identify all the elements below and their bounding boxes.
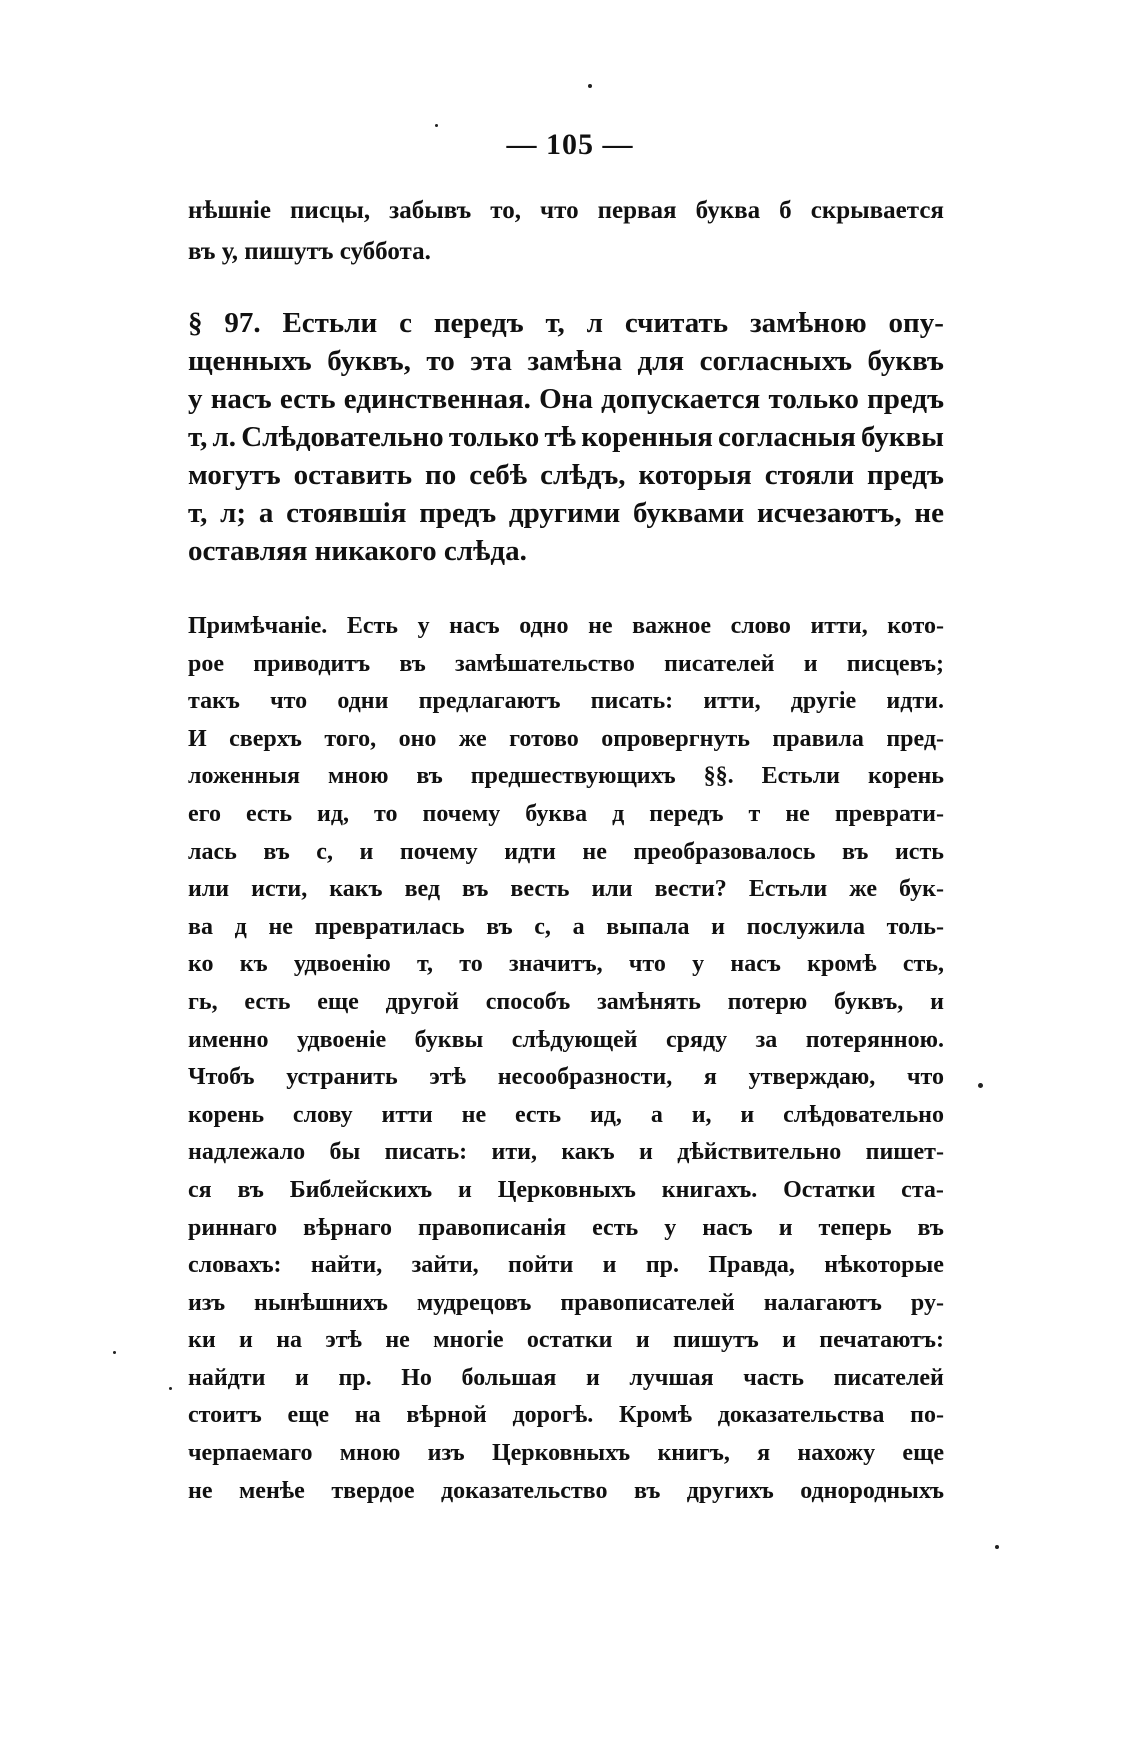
- intro-paragraph: [188, 190, 944, 272]
- text-line: словахъ: найти, зайти, пойти и пр. Правда, нѣкоторые: [188, 1252, 944, 1279]
- text-line: т, л. Слѣдовательно только тѣ коренныя согласныя буквы: [188, 421, 944, 453]
- text-line: Примѣчаніе. Есть у насъ одно не важное слово итти, кото-: [188, 613, 944, 639]
- text-line: черпаемаго мною изъ Церковныхъ книгъ, я нахожу еще: [188, 1440, 944, 1467]
- text-line: Чтобъ устранить этѣ несообразности, я утверждаю, что: [188, 1064, 944, 1091]
- text-line: ки и на этѣ не многіе остатки и пишутъ и печатаютъ:: [188, 1327, 944, 1354]
- scan-speck: [978, 1083, 983, 1088]
- text-line: изъ нынѣшнихъ мудрецовъ правописателей налагаютъ ру-: [188, 1289, 944, 1316]
- text-line: въ у, пишутъ суббота.: [188, 238, 431, 265]
- text-line: рое приводитъ въ замѣшательство писателей и писцевъ;: [188, 650, 944, 677]
- note-paragraph: [188, 608, 944, 1510]
- text-line: И сверхъ того, оно же готово опровергнуть правила пред-: [188, 725, 944, 752]
- page-number: — 105 —: [506, 128, 634, 161]
- scan-speck: [588, 84, 592, 88]
- scan-speck: [113, 1351, 116, 1354]
- text-line: могутъ оставить по себѣ слѣдъ, которыя стояли предъ: [188, 459, 944, 491]
- text-line: гь, есть еще другой способъ замѣнять потерю буквъ, и: [188, 988, 944, 1015]
- text-line: не менѣе твердое доказательство въ другихъ однородныхъ: [188, 1477, 944, 1504]
- text-line: ложенныя мною въ предшествующихъ §§. Естьли корень: [188, 763, 944, 790]
- text-line: стоитъ еще на вѣрной дорогѣ. Кромѣ доказательства по-: [188, 1402, 944, 1429]
- text-line: лась въ с, и почему идти не преобразовалось въ исть: [188, 838, 944, 865]
- text-line: или исти, какъ вед въ весть или вести? Естьли же бук-: [188, 876, 944, 903]
- text-line: ся въ Библейскихъ и Церковныхъ книгахъ. Остатки ста-: [188, 1176, 944, 1203]
- text-line: ва д не превратилась въ с, а выпала и послужила толь-: [188, 913, 944, 940]
- text-line: надлежало бы писать: ити, какъ и дѣйствительно пишет-: [188, 1139, 944, 1166]
- text-line: нѣшніе писцы, забывъ то, что первая буква б скрывается: [188, 197, 944, 224]
- section-97-paragraph: [188, 304, 944, 570]
- text-line: его есть ид, то почему буква д передъ т не преврати-: [188, 800, 944, 827]
- scan-speck: [435, 124, 438, 127]
- text-line: найдти и пр. Но большая и лучшая часть писателей: [188, 1364, 944, 1391]
- text-line: § 97. Естьли с передъ т, л считать замѣною опу-: [188, 307, 944, 339]
- text-line: ко къ удвоенію т, то значитъ, что у насъ кромѣ сть,: [188, 951, 944, 978]
- text-line: риннаго вѣрнаго правописанія есть у насъ и теперь въ: [188, 1214, 944, 1241]
- text-line: оставляя никакого слѣда.: [188, 535, 527, 567]
- text-line: т, л; а стоявшія предъ другими буквами исчезаютъ, не: [188, 497, 944, 529]
- text-line: у насъ есть единственная. Она допускается только предъ: [188, 383, 944, 415]
- text-line: именно удвоеніе буквы слѣдующей сряду за потерянною.: [188, 1026, 944, 1053]
- scan-speck: [169, 1387, 172, 1390]
- text-line: такъ что одни предлагаютъ писать: итти, другіе идти.: [188, 688, 944, 715]
- text-line: щенныхъ буквъ, то эта замѣна для согласныхъ буквъ: [188, 345, 944, 377]
- text-line: корень слову итти не есть ид, а и, и слѣдовательно: [188, 1101, 944, 1128]
- scan-speck: [995, 1545, 999, 1549]
